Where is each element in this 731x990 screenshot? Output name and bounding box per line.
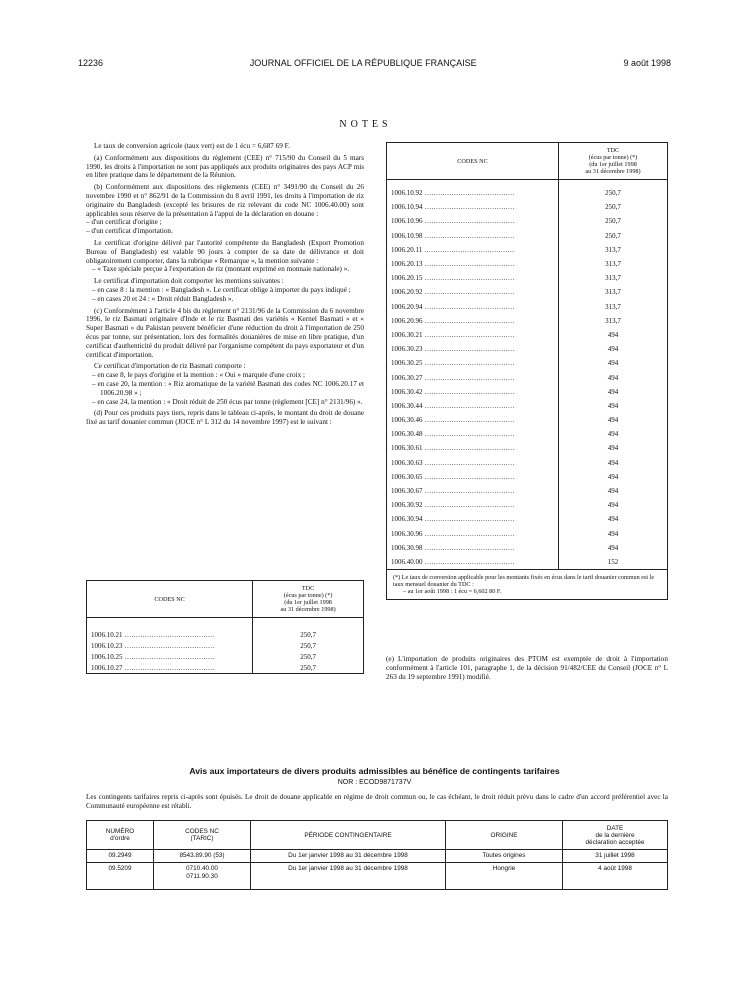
table-row xyxy=(387,456,668,470)
tdc-period: au 31 décembre 1998) xyxy=(280,606,336,613)
tdc-value: 494 xyxy=(559,541,668,555)
column-header-codes: CODES NC xyxy=(87,581,253,618)
tdc-value: 494 xyxy=(559,470,668,484)
tdc-value: 494 xyxy=(559,385,668,399)
tdc-value: 250,7 xyxy=(253,651,364,662)
paragraph-e: (e) L'importation de produits originaires des PTOM est exemptée de droit à l'importation conformément à l'article 101, paragraphe 1, de la décision 91/482/CEE du Conseil (JOCE n° L 263 du 19 septembre 1991) modifié. xyxy=(386,655,668,681)
issue-date: 9 août 1998 xyxy=(623,58,671,68)
paragraph-certificat-importation: Le certificat d'importation doit comporter les mentions suivantes : xyxy=(94,277,284,286)
table-row xyxy=(387,314,668,328)
nc-code: 1006.10.23 ..... xyxy=(87,640,253,651)
nc-code: 1006.10.25 ..... xyxy=(87,651,253,662)
tdc-table-body xyxy=(387,180,668,570)
tdc-value: 250,7 xyxy=(559,200,668,214)
paragraph-conversion: Le taux de conversion agricole (taux vert) est de 1 écu = 6,687 69 F. xyxy=(94,142,290,150)
origine-cell: Hongrie xyxy=(446,863,563,890)
nc-code: 1006.30.21 ..... xyxy=(387,328,559,342)
table-row xyxy=(387,399,668,413)
paragraph-basmati: Ce certificat d'importation de riz Basmati comporte : xyxy=(94,362,246,371)
periode-cell: Du 1er janvier 1998 au 31 décembre 1998 xyxy=(251,863,446,890)
tdc-value: 250,7 xyxy=(559,186,668,200)
table-row xyxy=(387,214,668,228)
nc-code: 1006.40.00 ..... xyxy=(387,555,559,570)
table-row xyxy=(387,229,668,243)
tdc-value: 250,7 xyxy=(253,629,364,640)
table-row xyxy=(387,186,668,200)
table-row xyxy=(387,385,668,399)
list-item: – en case 8 : la mention : « Bangladesh ». Le certificat oblige à importer du pays indiqué ; xyxy=(92,285,351,294)
table-row xyxy=(387,527,668,541)
page-header xyxy=(78,58,671,68)
tdc-value: 494 xyxy=(559,399,668,413)
notice-text: Les contingents tarifaires repris ci-après sont épuisés. Le droit de douane applicable en régime de droit commun ou, le cas échéant, le droit réduit prévu dans le cadre d'un accord préférentiel avec la Communauté européenne est rétabli. xyxy=(86,793,668,810)
left-column xyxy=(86,142,364,430)
header-line: CODES NC xyxy=(185,828,219,835)
tdc-value: 152 xyxy=(559,555,668,570)
table-row xyxy=(387,441,668,455)
nc-code: 1006.10.21 ..... xyxy=(87,629,253,640)
nc-code: 1006.30.63 ..... xyxy=(387,456,559,470)
nc-code: 1006.30.96 ..... xyxy=(387,527,559,541)
header-line: d'ordre xyxy=(110,835,130,842)
table-row xyxy=(387,271,668,285)
tdc-value: 494 xyxy=(559,456,668,470)
tdc-value: 250,7 xyxy=(559,214,668,228)
numero-cell: 09.5209 xyxy=(87,863,154,890)
table-row xyxy=(87,863,668,890)
tdc-unit: (écus par tonne) (*) xyxy=(283,592,333,599)
nc-code: 8543.89.90 (53) xyxy=(179,852,225,859)
nc-code: 1006.10.27 ..... xyxy=(87,662,253,674)
table-row xyxy=(387,484,668,498)
footnote-rate: – au 1er août 1998 : 1 écu = 6,602 80 F. xyxy=(403,588,502,596)
nc-code: 1006.10.98 ..... xyxy=(387,229,559,243)
header-line: déclaration acceptée xyxy=(585,838,645,846)
nc-code: 1006.30.44 ..... xyxy=(387,399,559,413)
column-header-numero xyxy=(87,821,154,850)
table-row xyxy=(387,470,668,484)
paragraph-b: (b) Conformément aux dispositions des règlements (CEE) n° 3491/90 du Conseil du 26 novembre 1990 et n° 862/91 de la Commission du 8 avril 1991, les droits à l'importation de riz originaire du Bangladesh (excepté les brisures de riz relevant du code NC 1006.40.00) sont applicables sous réserve de la présentation à l'appui de la déclaration en douane : xyxy=(86,183,364,218)
tdc-period: (du 1er juillet 1998 xyxy=(589,161,637,168)
tdc-value: 250,7 xyxy=(253,640,364,651)
nc-code: 1006.10.94 ..... xyxy=(387,200,559,214)
tdc-table-left xyxy=(86,580,364,674)
nc-code: 1006.30.98 ..... xyxy=(387,541,559,555)
tdc-value: 494 xyxy=(559,441,668,455)
paragraph-c: (c) Conformément à l'article 4 bis du règlement n° 2131/96 de la Commission du 6 novembre 1996, le riz Basmati originaire d'Inde et le riz Basmati des variétés « Kernel Basmati » et « Super Basmati » du Pakistan peuvent bénéficier d'une réduction du droit à l'importation de 250 écus par tonne, sur présentation, lors des formalités douanières de mise en libre pratique, d'un certificat d'authenticité du produit délivré par l'organisme compétent du pays exportateur et d'un certificat d'importation. xyxy=(86,306,364,359)
nc-code: 1006.30.42 ..... xyxy=(387,385,559,399)
table-row xyxy=(387,555,668,570)
table-row xyxy=(387,300,668,314)
tdc-value: 494 xyxy=(559,427,668,441)
paragraph-a: (a) Conformément aux dispositions du règlement (CEE) n° 715/90 du Conseil du 5 mars 1990, les droits à l'importation ne sont pas appliqués aux produits originaires des pays ACP mis en libre pratique dans le département de la Réunion. xyxy=(86,153,364,180)
nor-reference: NOR : ECOD9871737V xyxy=(337,779,412,786)
tdc-value: 313,7 xyxy=(559,271,668,285)
tdc-value: 494 xyxy=(559,498,668,512)
list-item: – d'un certificat d'importation. xyxy=(86,227,173,236)
section-title: NOTES xyxy=(339,119,392,130)
list-item: – « Taxe spéciale perçue à l'exportation de riz (montant exprimé en monnaie nationale) ». xyxy=(92,265,350,274)
date-cell: 31 juillet 1998 xyxy=(563,850,668,863)
periode-cell: Du 1er janvier 1998 au 31 décembre 1998 xyxy=(251,850,446,863)
table-row xyxy=(387,427,668,441)
tdc-value: 494 xyxy=(559,342,668,356)
nc-code: 1006.30.61 ..... xyxy=(387,441,559,455)
table-row xyxy=(87,651,364,662)
tdc-value: 313,7 xyxy=(559,285,668,299)
nc-code: 1006.20.94 ..... xyxy=(387,300,559,314)
table-row xyxy=(387,498,668,512)
footnote-text: (*) Le taux de conversion applicable pour les montants fixés en écus dans le tarif douanier commun est le taux mensuel douanier du TDC : xyxy=(393,574,655,589)
table-row xyxy=(387,356,668,370)
nc-code: 1006.30.25 ..... xyxy=(387,356,559,370)
table-row xyxy=(387,512,668,526)
table-row xyxy=(387,413,668,427)
table-row xyxy=(387,342,668,356)
codes-cell xyxy=(154,850,251,863)
table-row xyxy=(387,200,668,214)
table-row xyxy=(387,285,668,299)
tdc-value: 250,7 xyxy=(559,229,668,243)
tdc-value: 494 xyxy=(559,356,668,370)
tdc-value: 494 xyxy=(559,413,668,427)
tdc-value: 494 xyxy=(559,512,668,526)
journal-title: JOURNAL OFFICIEL DE LA RÉPUBLIQUE FRANÇAISE xyxy=(249,58,477,68)
tdc-period: (du 1er juillet 1998 xyxy=(284,599,332,606)
tdc-label: TDC xyxy=(301,585,315,592)
nc-code: 1006.30.48 ..... xyxy=(387,427,559,441)
header-line: DATE xyxy=(606,824,624,832)
nc-code: 1006.30.92 ..... xyxy=(387,498,559,512)
table-row xyxy=(387,370,668,384)
nc-code: 1006.30.27 ..... xyxy=(387,370,559,384)
column-header-codes xyxy=(154,821,251,850)
list-item: – en case 20, la mention : « Riz aromatique de la variété Basmati des codes NC 1006.20.17 et 1006.20.98 » ; xyxy=(92,379,364,397)
nc-code: 1006.20.15 ..... xyxy=(387,271,559,285)
nc-code: 1006.20.92 ..... xyxy=(387,285,559,299)
table-row xyxy=(87,629,364,640)
tdc-value: 494 xyxy=(559,527,668,541)
origine-cell: Toutes origines xyxy=(446,850,563,863)
tdc-value: 250,7 xyxy=(253,662,364,674)
nc-code: 0711.90.30 xyxy=(186,873,218,880)
tdc-value: 313,7 xyxy=(559,257,668,271)
nc-code: 1006.20.11 ..... xyxy=(387,243,559,257)
column-header-origine: ORIGINE xyxy=(446,821,563,850)
nc-code: 1006.30.94 ..... xyxy=(387,512,559,526)
list-item: – en case 8, le pays d'origine et la mention : « Oui » marquée d'une croix ; xyxy=(92,371,305,380)
nc-code: 1006.20.96 ..... xyxy=(387,314,559,328)
table-row xyxy=(87,640,364,651)
nc-code: 1006.30.67 ..... xyxy=(387,484,559,498)
tdc-value: 494 xyxy=(559,328,668,342)
table-row xyxy=(387,541,668,555)
tdc-period: au 31 décembre 1998) xyxy=(585,168,641,175)
list-item: – d'un certificat d'origine ; xyxy=(86,218,162,227)
table-row xyxy=(387,243,668,257)
tdc-value: 313,7 xyxy=(559,314,668,328)
table-row xyxy=(387,328,668,342)
tdc-value: 313,7 xyxy=(559,243,668,257)
numero-cell: 09.2949 xyxy=(87,850,154,863)
nc-code: 1006.10.92 ..... xyxy=(387,186,559,200)
codes-cell xyxy=(154,863,251,890)
tdc-value: 494 xyxy=(559,484,668,498)
table-row xyxy=(87,850,668,863)
nc-code: 1006.10.96 ..... xyxy=(387,214,559,228)
table-row xyxy=(387,257,668,271)
nc-code: 1006.30.65 ..... xyxy=(387,470,559,484)
nc-code: 1006.30.23 ..... xyxy=(387,342,559,356)
paragraph-d: (d) Pour ces produits pays tiers, repris dans le tableau ci-après, le montant du droit de douane fixé au tarif douanier commun (JOCE n° L 312 du 14 novembre 1997) est le suivant : xyxy=(86,409,364,427)
column-header-periode: PÉRIODE CONTINGENTAIRE xyxy=(251,821,446,850)
list-item: – en cases 20 et 24 : « Droit réduit Bangladesh ». xyxy=(92,294,234,303)
nc-code: 1006.20.13 ..... xyxy=(387,257,559,271)
tdc-label: TDC xyxy=(606,147,620,154)
column-header-codes: CODES NC xyxy=(387,143,559,180)
nc-code: 0710.40.00 xyxy=(186,865,218,872)
list-item: – en case 24, la mention : « Droit réduit de 250 écus par tonne (règlement [CE] n° 2131/96) ». xyxy=(92,397,363,406)
column-header-tdc xyxy=(559,143,668,180)
header-line: (TARIC) xyxy=(190,835,214,842)
tdc-table-right xyxy=(386,142,668,600)
page-number: 12236 xyxy=(78,58,104,68)
date-cell: 4 août 1998 xyxy=(563,863,668,890)
tdc-value: 494 xyxy=(559,370,668,384)
column-header-date xyxy=(563,821,668,850)
column-header-tdc xyxy=(253,581,364,618)
tdc-value: 313,7 xyxy=(559,300,668,314)
notice-title: Avis aux importateurs de divers produits admissibles au bénéfice de contingents tarifaires xyxy=(189,766,560,776)
quota-table xyxy=(86,820,668,890)
paragraph-certificat-origine: Le certificat d'origine délivré par l'autorité compétente du Bangladesh (Export Promotion Bureau of Bangladesh) est valable 90 jours à compter de sa date de délivrance et doit obligatoirement comporter, dans la rubrique « Remarque », la mention suivante : xyxy=(86,238,364,265)
tdc-unit: (écus par tonne) (*) xyxy=(588,154,638,161)
header-line: NUMÉRO xyxy=(105,828,135,835)
nc-code: 1006.30.46 ..... xyxy=(387,413,559,427)
table-row xyxy=(87,662,364,674)
table-footnote xyxy=(387,570,668,600)
header-line: de la dernière xyxy=(595,831,635,839)
